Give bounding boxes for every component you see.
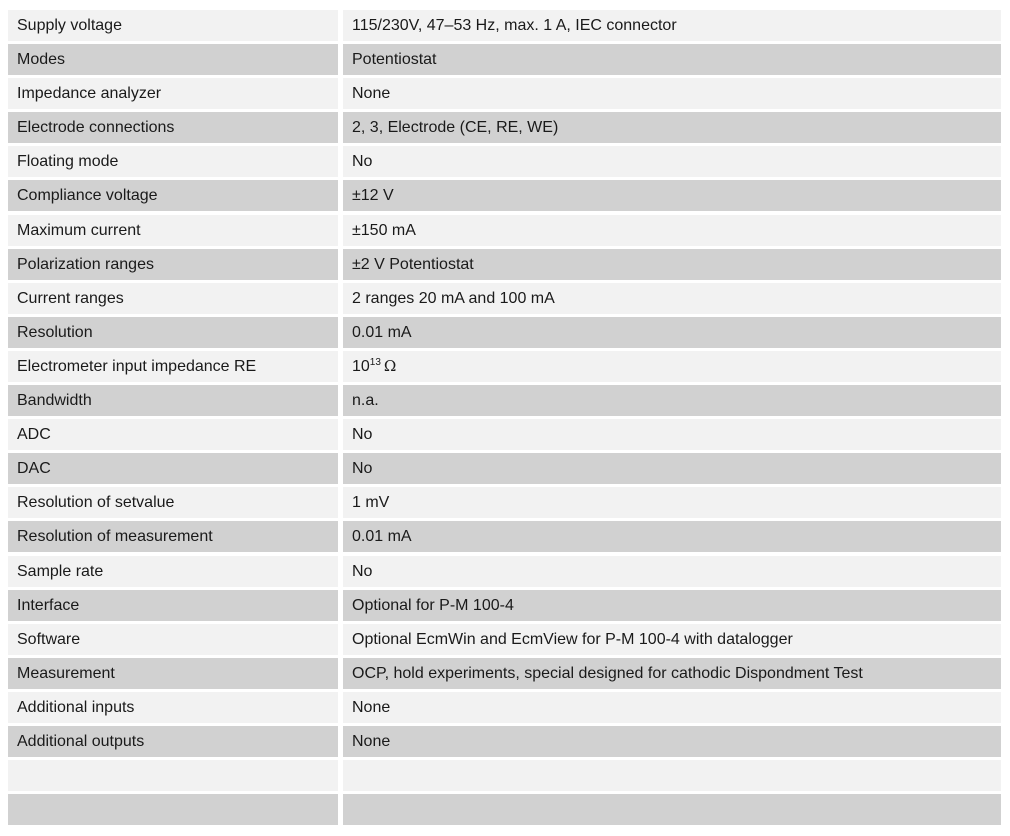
spec-label: Resolution	[8, 317, 338, 348]
spec-value: 2 ranges 20 mA and 100 mA	[343, 283, 1001, 314]
spec-value: ±12 V	[343, 180, 1001, 211]
spec-label	[8, 760, 338, 791]
spec-value: Optional EcmWin and EcmView for P-M 100-4 with datalogger	[343, 624, 1001, 655]
table-row	[8, 44, 1001, 78]
spec-label: Supply voltage	[8, 10, 338, 41]
impedance-exponent: 13	[369, 356, 381, 368]
spec-value: ±150 mA	[343, 215, 1001, 246]
spec-label: ADC	[8, 419, 338, 450]
table-row	[8, 453, 1001, 487]
spec-value	[343, 351, 1001, 382]
spec-value	[343, 794, 1001, 825]
spec-value: None	[343, 78, 1001, 109]
spec-label: Bandwidth	[8, 385, 338, 416]
spec-label: Electrometer input impedance RE	[8, 351, 338, 382]
table-row	[8, 385, 1001, 419]
spec-label: Additional inputs	[8, 692, 338, 723]
spec-value: No	[343, 556, 1001, 587]
table-row	[8, 215, 1001, 249]
table-row	[8, 590, 1001, 624]
spec-value: n.a.	[343, 385, 1001, 416]
spec-label: Floating mode	[8, 146, 338, 177]
table-row	[8, 726, 1001, 760]
spec-label: Sample rate	[8, 556, 338, 587]
spec-label: Resolution of measurement	[8, 521, 338, 552]
spec-label: Additional outputs	[8, 726, 338, 757]
table-row	[8, 487, 1001, 521]
spec-value	[343, 760, 1001, 791]
spec-value: 115/230V, 47–53 Hz, max. 1 A, IEC connector	[343, 10, 1001, 41]
table-row	[8, 249, 1001, 283]
spec-value: None	[343, 726, 1001, 757]
table-row	[8, 658, 1001, 692]
spec-label: Interface	[8, 590, 338, 621]
table-row	[8, 112, 1001, 146]
spec-label: Current ranges	[8, 283, 338, 314]
spec-value: 0.01 mA	[343, 317, 1001, 348]
spec-label: Maximum current	[8, 215, 338, 246]
table-row	[8, 419, 1001, 453]
spec-value: 1 mV	[343, 487, 1001, 518]
spec-label: Modes	[8, 44, 338, 75]
table-row	[8, 556, 1001, 590]
impedance-base: 10	[352, 357, 370, 375]
table-row	[8, 78, 1001, 112]
spec-label: DAC	[8, 453, 338, 484]
table-row-empty	[8, 760, 1001, 794]
spec-label: Measurement	[8, 658, 338, 689]
table-row-empty	[8, 794, 1001, 828]
spec-label: Compliance voltage	[8, 180, 338, 211]
impedance-unit: Ω	[383, 356, 397, 375]
table-row	[8, 692, 1001, 726]
table-row	[8, 283, 1001, 317]
spec-value: None	[343, 692, 1001, 723]
table-row	[8, 180, 1001, 214]
table-row	[8, 317, 1001, 351]
spec-label: Software	[8, 624, 338, 655]
spec-value: 2, 3, Electrode (CE, RE, WE)	[343, 112, 1001, 143]
spec-value: ±2 V Potentiostat	[343, 249, 1001, 280]
spec-value: 0.01 mA	[343, 521, 1001, 552]
table-row	[8, 10, 1001, 44]
spec-value: No	[343, 419, 1001, 450]
spec-value: OCP, hold experiments, special designed for cathodic Dispondment Test	[343, 658, 1001, 689]
spec-label	[8, 794, 338, 825]
table-row	[8, 351, 1001, 385]
spec-table	[8, 10, 1001, 828]
table-row	[8, 146, 1001, 180]
table-row	[8, 624, 1001, 658]
spec-label: Resolution of setvalue	[8, 487, 338, 518]
spec-value: No	[343, 453, 1001, 484]
spec-value: No	[343, 146, 1001, 177]
table-row	[8, 521, 1001, 555]
spec-label: Impedance analyzer	[8, 78, 338, 109]
spec-label: Polarization ranges	[8, 249, 338, 280]
spec-label: Electrode connections	[8, 112, 338, 143]
spec-value: Optional for P-M 100-4	[343, 590, 1001, 621]
spec-value: Potentiostat	[343, 44, 1001, 75]
